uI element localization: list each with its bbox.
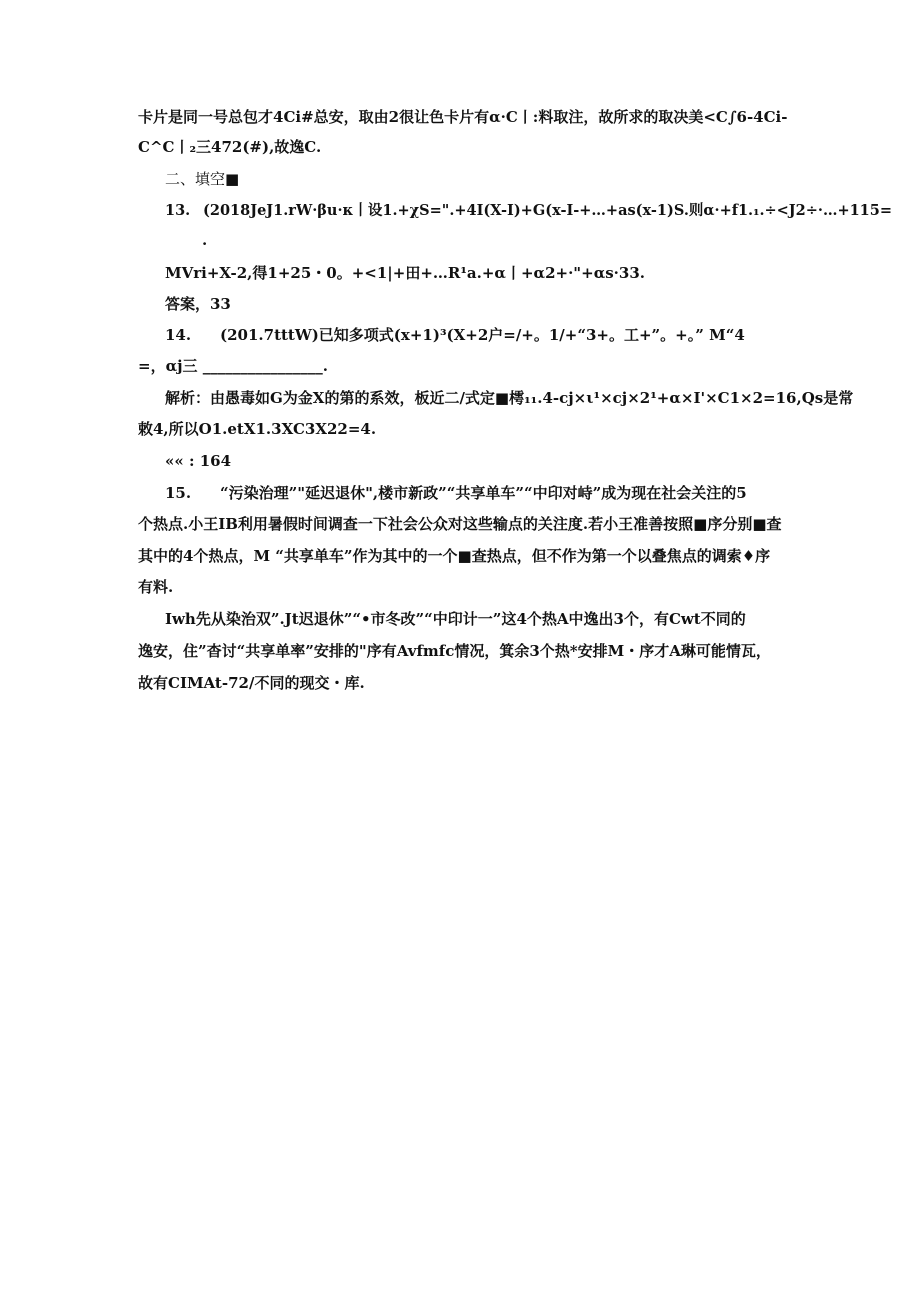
line-text: . (202, 231, 208, 249)
text-line (138, 137, 321, 157)
question-number: 15. (165, 484, 192, 502)
question-number: 13. (165, 202, 191, 219)
line-text: 卡片是同一号总包才4Ci#总安，取由2很让色卡片有α·C丨:料取注，故所求的取决美<C∫6-4Ci- (138, 108, 788, 126)
question-13-line (165, 201, 892, 221)
line-text: 逸安，住”杳讨“共享单率”安排的"序有Avfmfc情况，箕余3个热*安排M・序才A琳可能情瓦， (138, 642, 771, 660)
solution-line (165, 388, 853, 408)
text-line (138, 546, 770, 566)
text-line (138, 107, 787, 127)
text-line (202, 230, 207, 250)
line-text: 故有CIMAt-72/不同的现交・库. (138, 674, 365, 692)
line-text: 个热点.小王IB利用暑假时间调查一下社会公众对这些输点的关注度.若小王准善按照■序分别■查 (138, 515, 782, 533)
line-text: 有料. (138, 578, 174, 596)
text-line (138, 514, 782, 534)
text-line (165, 263, 645, 283)
answer-line (165, 294, 231, 314)
line-text: 解析：由愚毒如G为金X的第的系效，板近二/式定■樗₁₁.4-cj×ι¹×cj×2¹+α×I'×C1×2=16,Qs是常 (165, 389, 854, 407)
section-heading-text: 二、填空■ (165, 170, 240, 188)
answer-text: «« : 164 (165, 452, 232, 470)
line-text: MVri+X-2,得1+25・0。+<1|+田+…R¹a.+α丨+α2+·"+αs·33. (165, 264, 646, 282)
line-text: =，αj三 ________________. (138, 357, 328, 375)
line-text: (2018JeJ1.rW·βu·κ丨设1.+χS=".+4I(X-I)+G(x-I-+…+as(x-1)S.则α·+f1.₁.÷<J2÷·…+115= (203, 202, 893, 219)
answer-line (165, 451, 231, 471)
line-text: Iwh先从染治双”.Jt迟退休”“•市冬改”“中印计一”这4个热A中逸出3个，有Cwt不同的 (165, 610, 746, 628)
question-14-line (165, 325, 745, 345)
text-line (138, 419, 376, 439)
solution-line (165, 609, 746, 629)
question-number: 14. (165, 326, 192, 344)
text-line (138, 356, 328, 376)
answer-text: 答案，33 (165, 295, 231, 313)
section-heading (165, 169, 239, 189)
text-line (138, 641, 771, 661)
line-text: “污染治理”"延迟退休",楼市新政”“共享单车”“中印对峙”成为现在社会关注的5 (220, 484, 747, 502)
text-line (138, 673, 365, 693)
text-line (138, 577, 173, 597)
line-text: 其中的4个热点，M “共享单车”作为其中的一个■查热点，但不作为第一个以叠焦点的调索♦序 (138, 547, 771, 565)
line-text: (201.7tttW)已知多项式(x+1)³(X+2户=/+。1/+“3+。工+”。+。” M“4 (220, 326, 745, 344)
line-text: C^C丨₂三472(#),故逸C. (138, 138, 322, 156)
question-15-line (165, 483, 747, 503)
line-text: 敕4,所以O1.etX1.3XC3X22=4. (138, 420, 377, 438)
